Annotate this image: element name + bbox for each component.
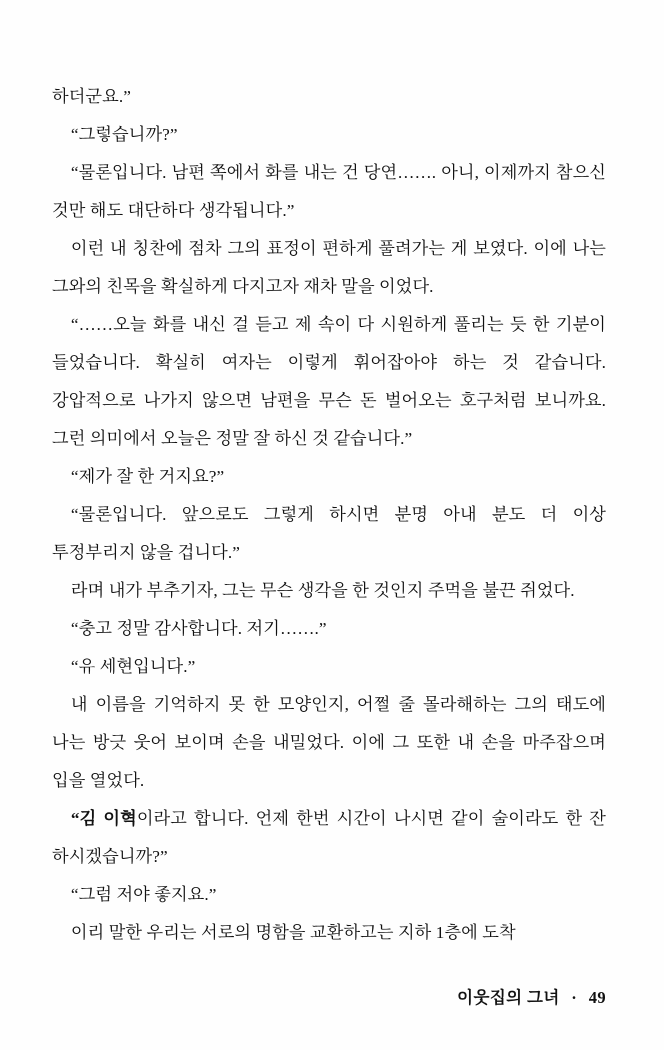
paragraph: 이리 말한 우리는 서로의 명함을 교환하고는 지하 1층에 도착 <box>70 923 516 942</box>
paragraph: 이런 내 칭찬에 점차 그의 표정이 편하게 풀려가는 게 보였다. 이에 나는 그와의 친목을 확실하게 다지고자 재차 말을 이었다. <box>52 239 606 296</box>
paragraph: “충고 정말 감사합니다. 저기…….” <box>70 619 327 638</box>
running-title: 이웃집의 그녀 <box>457 988 560 1007</box>
page-number: 49 <box>588 988 606 1007</box>
paragraph: 하더군요.” <box>52 87 131 106</box>
paragraph: “그럼 저야 좋지요.” <box>70 885 217 904</box>
paragraph: 라며 내가 부추기자, 그는 무슨 생각을 한 것인지 주먹을 불끈 쥐었다. <box>70 581 575 600</box>
character-name: “김 이혁 <box>70 809 137 828</box>
page-footer <box>457 984 606 1008</box>
paragraph: “제가 잘 한 거지요?” <box>70 467 225 486</box>
paragraph: “그렇습니까?” <box>70 125 178 144</box>
paragraph: “……오늘 화를 내신 걸 듣고 제 속이 다 시원하게 풀리는 듯 한 기분이 들었습니다. 확실히 여자는 이렇게 휘어잡아야 하는 것 같습니다. 강압적으로 나가지 않으면 남편을 무슨 돈 벌어오는 호구처럼 보니까요. 그런 의미에서 오늘은 정말 잘 하신 것 같습니다.” <box>52 315 606 448</box>
paragraph: 내 이름을 기억하지 못 한 모양인지, 어쩔 줄 몰라해하는 그의 태도에 나는 방긋 웃어 보이며 손을 내밀었다. 이에 그 또한 내 손을 마주잡으며 입을 열었다. <box>52 695 606 790</box>
paragraph: “유 세현입니다.” <box>70 657 196 676</box>
paragraph-text: 이라고 합니다. 언제 한번 시간이 나시면 같이 술이라도 한 잔 하시겠습니까?” <box>52 809 606 866</box>
footer-separator: · <box>571 988 578 1007</box>
paragraph-with-name <box>52 800 606 876</box>
page-body <box>52 78 606 952</box>
paragraph: “물론입니다. 앞으로도 그렇게 하시면 분명 아내 분도 더 이상 투정부리지 않을 겁니다.” <box>52 505 606 562</box>
paragraph: “물론입니다. 남편 쪽에서 화를 내는 건 당연……. 아니, 이제까지 참으신 것만 해도 대단하다 생각됩니다.” <box>52 163 606 220</box>
